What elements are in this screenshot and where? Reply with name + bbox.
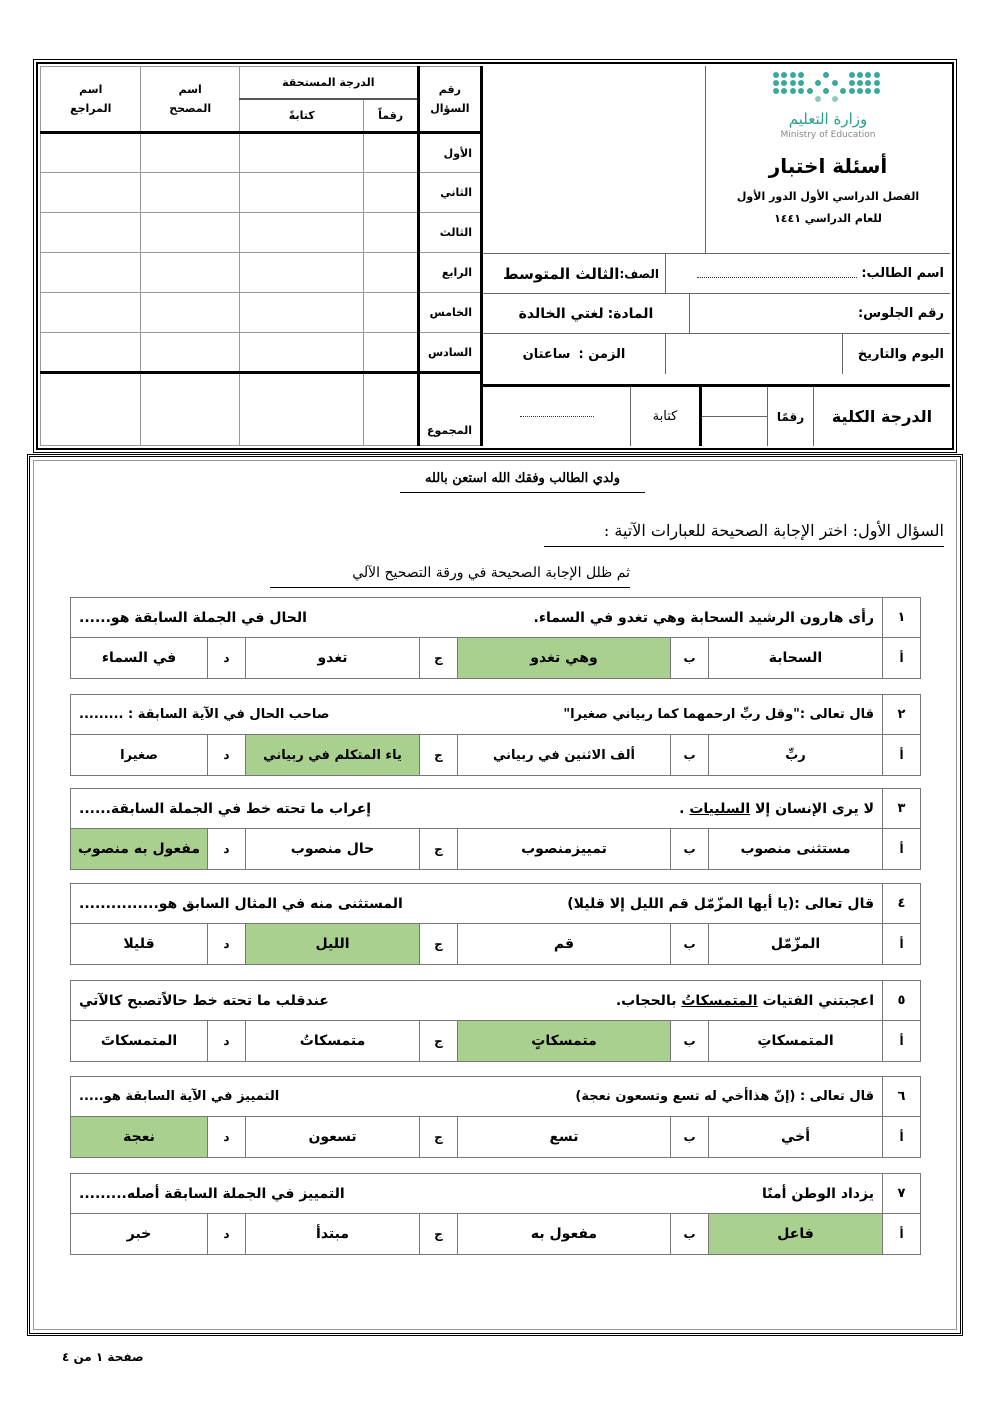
answer-option[interactable]: ألف الاثنين في ربياني	[457, 735, 670, 775]
grade-cell-words[interactable]	[239, 253, 364, 293]
answer-option[interactable]: قم	[457, 924, 670, 964]
question-text	[71, 981, 882, 1020]
logo-dot	[874, 72, 880, 78]
option-letter: ب	[670, 924, 708, 964]
logo-dot	[849, 80, 855, 86]
answer-option-correct[interactable]: وهي تغدو	[457, 638, 670, 678]
grade-row	[41, 173, 481, 213]
option-letter: ج	[419, 1021, 457, 1061]
exam-info-block	[480, 66, 950, 446]
question-options	[71, 638, 920, 678]
logo-dot	[857, 80, 863, 86]
day-date-field[interactable]	[665, 334, 842, 374]
grade-total-label: المجموع	[418, 373, 480, 446]
logo-dot	[773, 88, 779, 94]
logo-dot	[865, 80, 871, 86]
subject-field	[483, 294, 689, 333]
answer-option[interactable]: صغيرا	[120, 747, 158, 763]
question-options	[71, 1021, 920, 1061]
question-number: ٣	[882, 789, 920, 828]
grade-row-label: الرابع	[418, 253, 480, 293]
question-options	[71, 829, 920, 869]
grade-row	[41, 333, 481, 373]
question-stem-after: بالحجاب.	[615, 992, 682, 1009]
logo-dot	[815, 96, 821, 102]
grade-cell-words[interactable]	[239, 133, 364, 173]
page-number: صفحة ١ من ٤	[62, 1350, 144, 1364]
exam-semester: الفصل الدراسي الأول الدور الأول	[736, 190, 920, 203]
question-options	[71, 1117, 920, 1157]
exam-year: للعام الدراسي ١٤٤١	[774, 212, 882, 225]
option-letter: د	[207, 638, 245, 678]
answer-option[interactable]: قليلا	[123, 936, 155, 952]
section-instruction: ثم ظلل الإجابة الصحيحة في ورقة التصحيح الآلي	[270, 565, 630, 588]
total-digits-label: رقمًا	[767, 387, 813, 446]
grade-cell-reviewer[interactable]	[41, 173, 141, 213]
question-stem-after: .	[679, 800, 690, 817]
grade-cell-digits[interactable]	[364, 213, 418, 253]
question-prompt: صاحب الحال في الآية السابقة : .........	[79, 707, 330, 722]
option-letter: د	[207, 735, 245, 775]
answer-option-correct[interactable]: ياء المتكلم في ربياني	[245, 735, 419, 775]
question-number: ١	[882, 598, 920, 637]
option-letter: ج	[419, 735, 457, 775]
total-words-label: كتابة	[630, 387, 699, 446]
question-number: ٦	[882, 1077, 920, 1116]
grade-total-digits[interactable]	[364, 373, 418, 446]
answer-option[interactable]: خبر	[126, 1226, 152, 1242]
answer-option[interactable]: ربِّ	[708, 735, 882, 775]
question-header	[71, 1174, 920, 1214]
logo-dot	[823, 88, 829, 94]
grade-total-row	[41, 373, 481, 446]
grade-row	[41, 133, 481, 173]
grade-table	[40, 66, 481, 446]
question-number: ٧	[882, 1174, 920, 1213]
option-letter: ب	[670, 829, 708, 869]
total-digits-box-bottom[interactable]	[702, 417, 767, 446]
seat-number-label: رقم الجلوس:	[857, 306, 944, 321]
grade-col-words: كتابةً	[239, 99, 364, 133]
logo-dot	[807, 88, 813, 94]
salutation: ولدي الطالب وفقك الله استعن بالله	[400, 471, 645, 493]
answer-option[interactable]: أخي	[708, 1117, 882, 1157]
answer-option-correct[interactable]: فاعل	[708, 1214, 882, 1254]
grade-cell-reviewer[interactable]	[41, 333, 141, 373]
logo-dot	[773, 80, 779, 86]
answer-option[interactable]: المزّمّل	[708, 924, 882, 964]
grade-cell-corrector[interactable]	[141, 253, 239, 293]
answer-option-correct[interactable]: مفعول به منصوب	[71, 829, 207, 869]
logo-dot	[832, 96, 838, 102]
logo-dot	[849, 72, 855, 78]
answer-option[interactable]: مستثنى منصوب	[708, 829, 882, 869]
grade-row	[41, 213, 481, 253]
grade-col-reviewer	[41, 67, 141, 133]
grade-cell-words[interactable]	[239, 213, 364, 253]
answer-option[interactable]: المتمسكاتِ	[708, 1021, 882, 1061]
grade-cell-corrector[interactable]	[141, 173, 239, 213]
date-time-row	[483, 334, 950, 374]
student-name-blank[interactable]	[697, 270, 857, 278]
logo-dot	[781, 88, 787, 94]
question-block	[70, 1173, 921, 1255]
question-stem	[679, 801, 874, 817]
logo-dot	[874, 80, 880, 86]
grade-row-label: الثالث	[418, 213, 480, 253]
total-digits-box-top[interactable]	[702, 387, 767, 417]
question-stem-underlined: المتمسكاتُ	[681, 992, 758, 1009]
question-block	[70, 1076, 921, 1158]
grade-col-reviewer-line2: المراجع	[70, 102, 112, 115]
logo-dot	[798, 72, 804, 78]
grade-cell-corrector[interactable]	[141, 213, 239, 253]
question-block	[70, 980, 921, 1062]
option-letter: ج	[419, 829, 457, 869]
grade-cell-reviewer[interactable]	[41, 293, 141, 333]
answer-option[interactable]: تسع	[457, 1117, 670, 1157]
option-letter: ب	[670, 638, 708, 678]
total-grade-label: الدرجة الكلية	[813, 387, 950, 446]
grade-col-question-line2: السؤال	[430, 102, 470, 115]
question-text	[71, 789, 882, 828]
grade-cell-words[interactable]	[239, 173, 364, 213]
grade-total-words[interactable]	[239, 373, 364, 446]
logo-dot	[857, 88, 863, 94]
grade-row-label: الأول	[418, 133, 480, 173]
question-stem	[616, 993, 874, 1009]
grade-row-label: السادس	[418, 333, 480, 373]
question-text	[71, 695, 882, 734]
question-stem: رأى هارون الرشيد السحابة وهي تغدو في السماء.	[533, 609, 874, 626]
blank-cell	[483, 66, 705, 254]
grade-col-digits: رقماً	[364, 99, 418, 133]
total-grade-row	[483, 384, 950, 446]
logo-dot	[798, 88, 804, 94]
grade-cell-corrector[interactable]	[141, 333, 239, 373]
answer-option[interactable]: تمييزمنصوب	[457, 829, 670, 869]
total-words-blank[interactable]	[520, 416, 594, 417]
grade-cell-digits[interactable]	[364, 173, 418, 213]
question-text	[71, 1174, 882, 1213]
question-header	[71, 598, 920, 638]
student-name-row	[483, 254, 950, 294]
logo-dot	[790, 80, 796, 86]
option-letter: د	[207, 1117, 245, 1157]
grade-total-corrector[interactable]	[141, 373, 239, 446]
logo-dot	[781, 72, 787, 78]
question-header	[71, 1077, 920, 1117]
option-letter: د	[207, 1021, 245, 1061]
logo-dot	[773, 72, 779, 78]
question-header	[71, 695, 920, 735]
ministry-name-en: Ministry of Education	[780, 130, 876, 140]
grade-col-corrector-line2: المصحح	[169, 102, 212, 115]
option-letter: أ	[882, 735, 920, 775]
day-date-label: اليوم والتاريخ	[842, 334, 950, 374]
question-stem-before: لا يرى الإنسان إلا	[750, 800, 874, 817]
answer-option[interactable]: مفعول به	[457, 1214, 670, 1254]
question-options	[71, 924, 920, 964]
ministry-logo-icon	[773, 72, 883, 108]
class-field	[483, 254, 665, 293]
answer-option-correct[interactable]: متمسكاتٍ	[457, 1021, 670, 1061]
grade-cell-digits[interactable]	[364, 293, 418, 333]
question-prompt: الحال في الجملة السابقة هو......	[79, 609, 307, 626]
grade-row	[41, 293, 481, 333]
question-stem: قال تعالى :"وقل ربِّ ارحمهما كما ربياني صغيرا"	[563, 707, 874, 722]
class-label: الصف:	[619, 266, 659, 281]
question-block	[70, 788, 921, 870]
question-prompt: عندقلب ما تحته خط حالاًتصبح كالآتي	[79, 992, 329, 1009]
student-name-label: اسم الطالب:	[861, 266, 944, 281]
question-stem: قال تعالى :(يا أيها المزّمّل قم الليل إلا قليلا)	[567, 895, 874, 912]
total-words-field[interactable]	[483, 387, 630, 446]
question-text	[71, 598, 882, 637]
question-text	[71, 1077, 882, 1116]
grade-total-reviewer[interactable]	[41, 373, 141, 446]
option-letter: أ	[882, 924, 920, 964]
option-letter: ب	[670, 735, 708, 775]
exam-title: أسئلة اختبار	[768, 154, 888, 178]
grade-cell-corrector[interactable]	[141, 133, 239, 173]
exam-body	[27, 454, 963, 1336]
grade-row	[41, 253, 481, 293]
class-value: الثالث المتوسط	[503, 264, 620, 283]
ministry-logo-cell	[705, 66, 950, 254]
option-letter: أ	[882, 1021, 920, 1061]
exam-header	[36, 62, 954, 450]
grade-col-question	[418, 67, 480, 133]
question-number: ٢	[882, 695, 920, 734]
question-options	[71, 735, 920, 775]
question-prompt: التمييز في الجملة السابقة أصله.........	[79, 1185, 345, 1202]
logo-dot	[832, 80, 838, 86]
option-letter: أ	[882, 829, 920, 869]
grade-cell-reviewer[interactable]	[41, 253, 141, 293]
seat-number-row	[483, 294, 950, 334]
grade-col-corrector-line1: اسم	[178, 83, 202, 96]
answer-option[interactable]: تسعون	[245, 1117, 419, 1157]
option-letter: أ	[882, 1117, 920, 1157]
answer-option[interactable]: حال منصوب	[245, 829, 419, 869]
option-letter: ج	[419, 1214, 457, 1254]
grade-row-label: الخامس	[418, 293, 480, 333]
answer-option[interactable]: المتمسكاتَ	[100, 1033, 178, 1049]
answer-option[interactable]: في السماء	[101, 650, 177, 666]
logo-dot	[798, 80, 804, 86]
option-letter: ب	[670, 1021, 708, 1061]
option-letter: ب	[670, 1117, 708, 1157]
ministry-name-ar: وزارة التعليم	[788, 110, 868, 128]
grade-cell-digits[interactable]	[364, 133, 418, 173]
grade-cell-reviewer[interactable]	[41, 133, 141, 173]
grade-cell-digits[interactable]	[364, 253, 418, 293]
logo-dot	[865, 88, 871, 94]
grade-row-label: الثاني	[418, 173, 480, 213]
option-letter: أ	[882, 638, 920, 678]
question-header	[71, 884, 920, 924]
logo-dot	[790, 88, 796, 94]
grade-col-reviewer-line1: اسم	[79, 83, 103, 96]
logo-dot	[874, 88, 880, 94]
logo-dot	[849, 88, 855, 94]
grade-cell-digits[interactable]	[364, 333, 418, 373]
question-stem-before: اعجبتني الفتيات	[757, 992, 874, 1009]
logo-dot	[823, 72, 829, 78]
time-label: الزمن :	[578, 346, 626, 362]
grade-cell-words[interactable]	[239, 293, 364, 333]
answer-option[interactable]: متمسكاتُ	[245, 1021, 419, 1061]
grade-cell-corrector[interactable]	[141, 293, 239, 333]
option-letter: ب	[670, 1214, 708, 1254]
student-name-field[interactable]	[665, 254, 950, 293]
option-letter: ج	[419, 638, 457, 678]
option-letter: أ	[882, 1214, 920, 1254]
logo-dot	[815, 80, 821, 86]
question-number: ٥	[882, 981, 920, 1020]
question-prompt: المستثنى منه في المثال السابق هو...............	[79, 895, 403, 912]
answer-option-correct[interactable]: نعجة	[71, 1117, 207, 1157]
option-letter: ج	[419, 924, 457, 964]
answer-option[interactable]: السحابة	[708, 638, 882, 678]
option-letter: د	[207, 924, 245, 964]
grade-cell-reviewer[interactable]	[41, 213, 141, 253]
logo-dot	[790, 72, 796, 78]
logo-dot	[857, 72, 863, 78]
grade-col-earned: الدرجة المستحقة	[239, 67, 418, 99]
question-stem: قال تعالى : (إنّ هذاأخي له تسع وتسعون نعجة)	[575, 1089, 874, 1104]
question-number: ٤	[882, 884, 920, 923]
time-value: ساعتان	[522, 346, 571, 362]
option-letter: د	[207, 829, 245, 869]
seat-number-field[interactable]	[689, 294, 950, 333]
question-prompt: إعراب ما تحته خط في الجملة السابقة......	[79, 800, 372, 817]
total-digits-field[interactable]	[699, 387, 767, 446]
logo-dot	[840, 88, 846, 94]
answer-option[interactable]: تغدو	[245, 638, 419, 678]
option-letter: د	[207, 1214, 245, 1254]
question-options	[71, 1214, 920, 1254]
question-header	[71, 789, 920, 829]
grade-cell-words[interactable]	[239, 333, 364, 373]
question-stem-underlined: السلبيات	[689, 800, 751, 817]
option-letter: ج	[419, 1117, 457, 1157]
answer-option-correct[interactable]: الليل	[245, 924, 419, 964]
question-prompt: التمييز في الآية السابقة هو.....	[79, 1089, 280, 1104]
question-header	[71, 981, 920, 1021]
question-block	[70, 883, 921, 965]
subject-label: المادة:	[607, 305, 654, 322]
logo-dot	[865, 72, 871, 78]
grade-col-corrector	[141, 67, 239, 133]
question-block	[70, 694, 921, 776]
grade-col-question-line1: رقم	[438, 83, 461, 96]
time-field	[483, 334, 665, 374]
section-title: السؤال الأول: اختر الإجابة الصحيحة للعبارات الآتية :	[544, 521, 944, 547]
question-block	[70, 597, 921, 679]
question-text	[71, 884, 882, 923]
answer-option[interactable]: مبتدأ	[245, 1214, 419, 1254]
question-stem: يزداد الوطن أمنًا	[762, 1185, 874, 1202]
subject-value: لغتي الخالدة	[518, 305, 604, 322]
logo-dot	[781, 80, 787, 86]
